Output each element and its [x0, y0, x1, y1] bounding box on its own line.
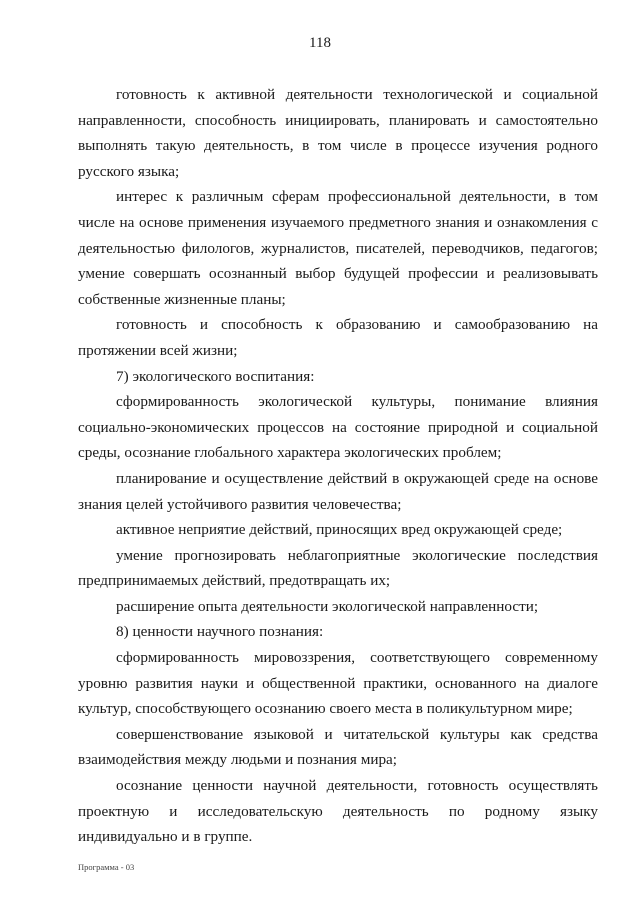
paragraph: умение прогнозировать неблагоприятные экологические последствия предпринимаемых действий, предотвращать их; — [78, 546, 598, 590]
paragraph: готовность к активной деятельности технологической и социальной направленности, способность инициировать, планировать и самостоятельно выполнять такую деятельность, в том числе в процессе изучения родного русского языка; — [78, 86, 598, 180]
body-text — [78, 82, 598, 850]
footer-label: Программа - 03 — [78, 862, 135, 872]
section-heading-ecological: 7) экологического воспитания: — [116, 367, 315, 385]
paragraph: готовность и способность к образованию и самообразованию на протяжении всей жизни; — [78, 316, 598, 359]
section-heading-scientific: 8) ценности научного познания: — [116, 623, 324, 641]
paragraph: интерес к различным сферам профессиональной деятельности, в том числе на основе применения изучаемого предметного знания и ознакомления с деятельностью филологов, журналистов, писателей, переводчиков, педагогов; умение совершать осознанный выбор будущей профессии и реализовывать собственные жизненные планы; — [78, 188, 598, 308]
paragraph: планирование и осуществление действий в окружающей среде на основе знания целей устойчивого развития человечества; — [78, 469, 598, 513]
page-number: 118 — [309, 35, 331, 51]
paragraph: совершенствование языковой и читательской культуры как средства взаимодействия между людьми и познания мира; — [78, 725, 598, 769]
paragraph: активное неприятие действий, приносящих вред окружающей среде; — [116, 521, 563, 539]
paragraph: сформированность мировоззрения, соответствующего современному уровню развития науки и общественной практики, основанного на диалоге культур, способствующего осознанию своего места в поликультурном мире; — [78, 649, 598, 718]
paragraph: расширение опыта деятельности экологической направленности; — [116, 597, 539, 615]
paragraph: осознание ценности научной деятельности, готовность осуществлять проектную и исследовательскую деятельность по родному языку индивидуально и в группе. — [78, 777, 598, 846]
paragraph: сформированность экологической культуры, понимание влияния социально-экономических процессов на состояние природной и социальной среды, осознание глобального характера экологических проблем; — [78, 393, 598, 462]
